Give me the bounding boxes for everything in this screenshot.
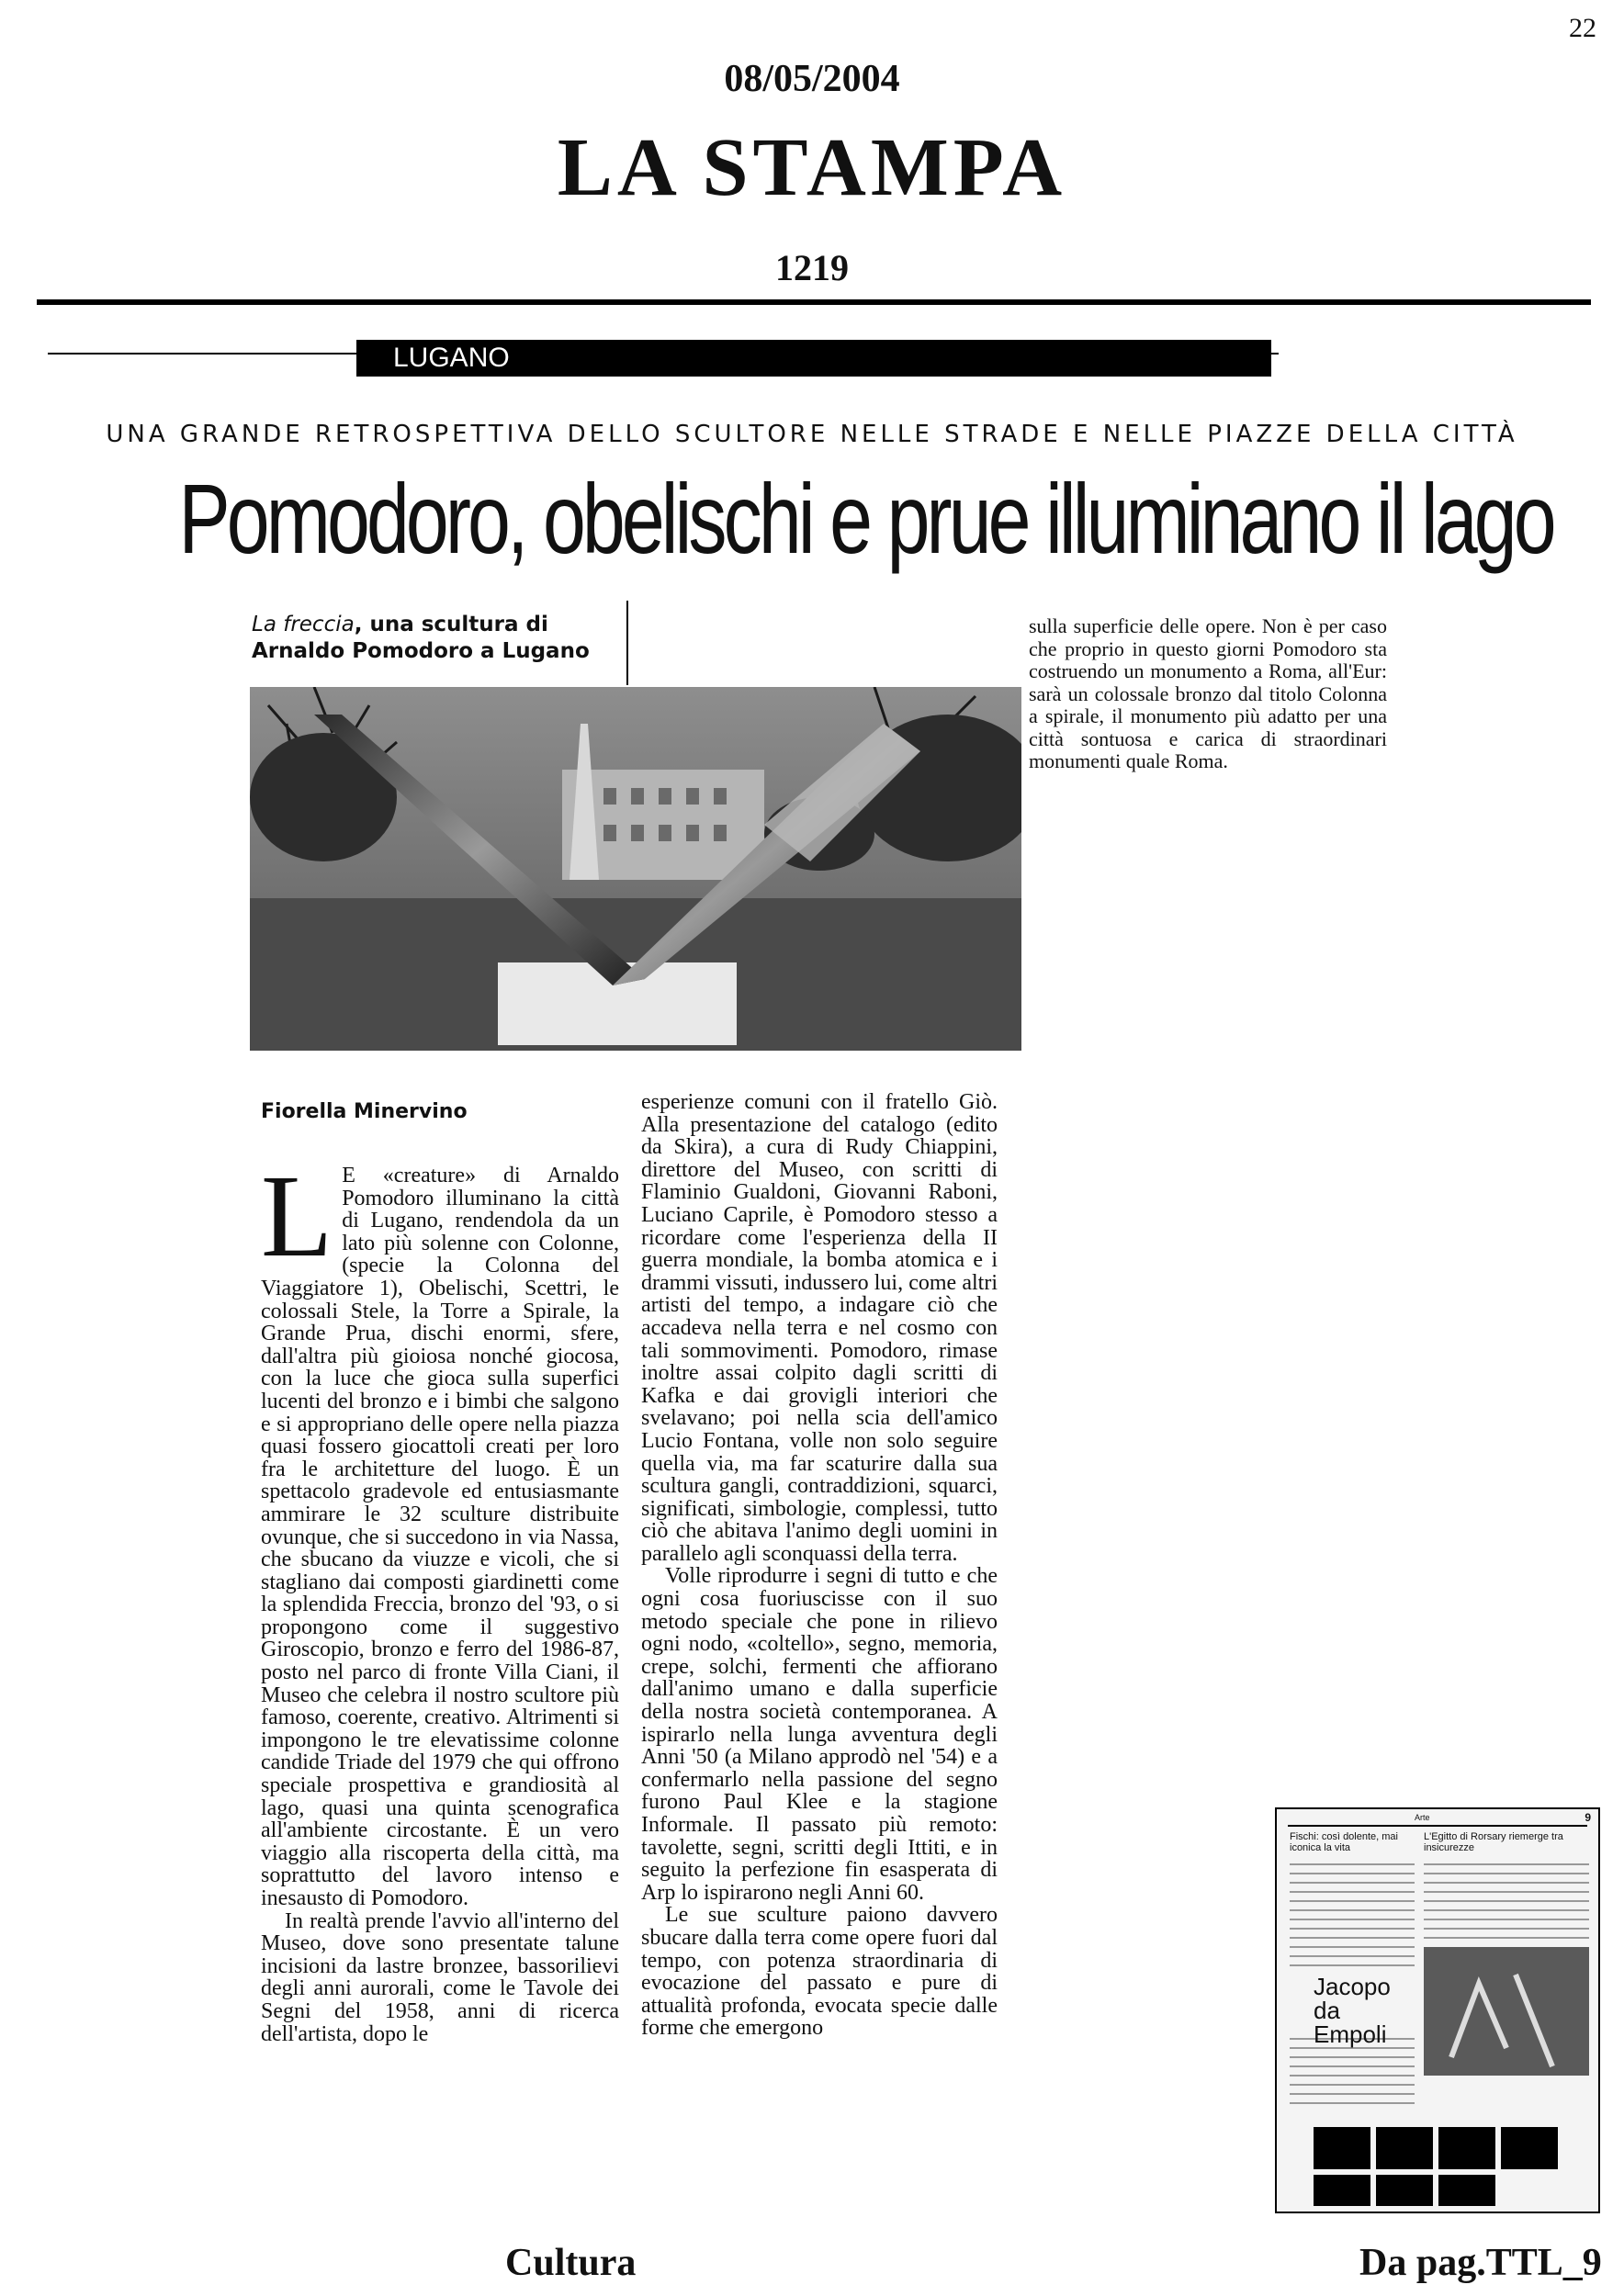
thumbnail-page-number: 9 xyxy=(1585,1811,1591,1824)
section-footer: Cultura xyxy=(505,2242,637,2284)
thumbnail-right-headline: L'Egitto di Rorsary riemerge tra insicurezze xyxy=(1424,1831,1563,1853)
drop-cap: L xyxy=(261,1151,333,1281)
right-column-text: sulla superficie delle opere. Non è per caso che proprio in questo giorni Pomodoro sta costruendo un monumento a Roma, all'Eur: sarà un colossale bronzo dal titolo Colonna a spirale, il monumento più adatto per una città sontuosa e carica di straordinari monumenti quale Roma. xyxy=(1029,614,1387,772)
thumbnail-feature-title: Jacopo da Empoli xyxy=(1314,1973,1391,2048)
photo-caption xyxy=(252,612,619,665)
header-rule xyxy=(37,299,1591,305)
paragraph: Le sue sculture paiono davvero sbucare dalla terra come opere fuori dal tempo, con potenza straordinaria di evocazione del passato e pure di attualità profonda, evocata specie dalle forme che emergono xyxy=(641,1903,998,2041)
paragraph: Volle riprodurre i segni di tutto e che ogni cosa fuoriuscisse con il suo metodo speciale che pone in rilievo ogni nodo, «coltello», segno, memoria, crepe, solchi, fermenti che affiorano dall'animo umano e dalla superficie della nostra società contemporanea. A ispirarlo nella lunga avventura degli Anni '50 (a Milano approdò nel '54) e a confermarlo nella passione del segno furono Paul Klee e la stagione Informale. Il passato più remoto: tavolette, segni, scritti degli Ittiti, e in seguito la perfezione fin esasperata di Arp lo ispirarono negli Anni 60. xyxy=(641,1564,998,1905)
paragraph: E «creature» di Arnaldo Pomodoro illuminano la città di Lugano, rendendola da un lato più solenne con Colonne, (specie la Colonna del Viaggiatore 1), Obelischi, Scettri, le colossali Stele, la Torre a Spirale, la Grande Prua, dischi enormi, sfere, dall'altra più gioiosa nonché giocosa, con la luce che gioca sulla superfici lucenti del bronzo e i bimbi che salgono e si appropriano delle opere nella piazza quasi fossero giocattoli creati per loro fra le architetture del luogo. È un spettacolo gradevole ed entusiasmante ammirare le 32 sculture distribuite ovunque, che si succedono in via Nassa, che sbucano da viuzze e vicoli, che si stagliano dai composti giardinetti come la splendida Freccia, bronzo del '93, o si propongono come il suggestivo Giroscopio, bronzo e ferro del 1986-87, posto nel parco di fronte Villa Ciani, il Museo che celebra il nostro scultore più famoso, coerente, creativo. Altrimenti si impongono le tre elevatissime colonne candide Triade del 1979 che qui offrono speciale prospettiva e grandiosità al lago, quasi una quinta scenografica all'ambiente circostante. È un vero viaggio alla riscoperta della città, ma soprattutto del lavoro intenso e inesausto di Pomodoro. xyxy=(261,1164,619,1910)
paragraph: esperienze comuni con il fratello Giò. Alla presentazione del catalogo (edito da Skira), a cura di Rudy Chiappini, direttore del Museo, con scritti di Flaminio Gualdoni, Giovanni Raboni, Luciano Caprile, è Pomodoro stesso a ricordare come l'esperienza della II guerra mondiale, la bomba atomica e i drammi vissuti, indussero lui, come altri artisti del tempo, a indagare ciò che accadeva nella terra e nel cosmo con tali sommovimenti. Pomodoro, rimase inoltre assai colpito dagli scritti di Kafka e dai grovigli interiori che svelavano; poi nella scia dell'amico Lucio Fontana, volle non solo seguire quella via, ma far scaturire dalla sua scultura gangli, contraddizioni, squarci, significati, simbologie, complessi, tutto ciò che abitava l'animo degli uomini in parallelo agli sconquassi della terra. xyxy=(641,1090,998,1566)
byline: Fiorella Minervino xyxy=(261,1100,468,1123)
page-thumbnail xyxy=(1275,1807,1600,2213)
caption-title: La freccia xyxy=(252,613,355,636)
caption-text: , una scultura di Arnaldo Pomodoro a Lugano xyxy=(252,613,590,663)
page-number: 22 xyxy=(1569,13,1596,43)
newspaper-name: LA STAMPA xyxy=(557,122,1067,213)
thumbnail-left-headline: Fischi: così dolente, mai iconica la vita xyxy=(1290,1831,1398,1853)
paragraph: In realtà prende l'avvio all'interno del Museo, dove sono presentate talune incisioni da lastre bronzee, bassorilievi degli anni aurorali, come le Tavole dei Segni del 1958, anni di ricerca dell'artista, dopo le xyxy=(261,1908,619,2046)
section-label: LUGANO xyxy=(356,340,1271,377)
issue-code: 1219 xyxy=(775,247,849,288)
article-column-2 xyxy=(641,1091,998,2040)
sculpture-photo xyxy=(250,687,1021,1051)
article-column-1 xyxy=(261,1151,619,2046)
thumbnail-masthead: Arte xyxy=(1415,1813,1430,1822)
publication-date: 08/05/2004 xyxy=(724,58,900,100)
kicker: UNA GRANDE RETROSPETTIVA DELLO SCULTORE NELLE STRADE E NELLE PIAZZE DELLA CITTÀ xyxy=(106,421,1518,448)
caption-rule xyxy=(626,601,628,685)
source-reference: Da pag.TTL_9 xyxy=(1359,2242,1602,2284)
headline: Pomodoro, obelischi e prue illuminano il lago xyxy=(178,463,1553,574)
